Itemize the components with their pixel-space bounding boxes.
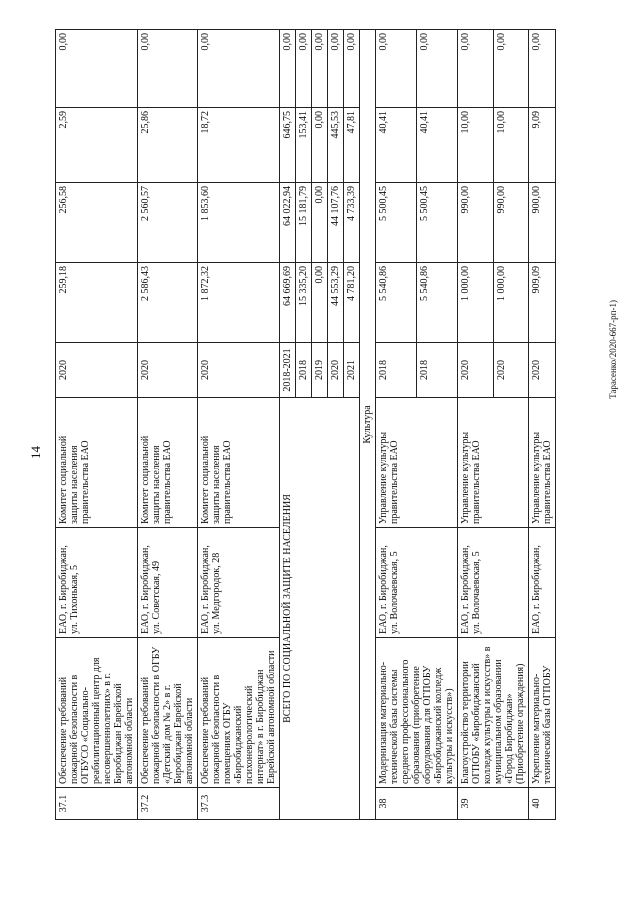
row-number: 39 <box>458 788 529 820</box>
other-sum: 0,00 <box>417 30 458 108</box>
year: 2018 <box>417 343 458 398</box>
page-number: 14 <box>28 446 43 459</box>
regional-sum: 10,00 <box>493 108 529 183</box>
year: 2020 <box>198 343 280 398</box>
row-number: 37.1 <box>56 788 138 820</box>
other-sum: 0,00 <box>458 30 494 108</box>
year: 2020 <box>138 343 198 398</box>
total-row <box>280 30 296 820</box>
federal-sum: 64 022,94 <box>280 183 296 263</box>
regional-sum: 40,41 <box>376 108 417 183</box>
other-sum: 0,00 <box>198 30 280 108</box>
total-sum: 0,00 <box>312 263 328 343</box>
budget-table <box>55 29 556 820</box>
year: 2018 <box>296 343 312 398</box>
year: 2020 <box>493 343 529 398</box>
federal-sum: 0,00 <box>312 183 328 263</box>
executor: Комитет социальной защиты населения правительства ЕАО <box>198 398 280 528</box>
year: 2020 <box>458 343 494 398</box>
year: 2019 <box>312 343 328 398</box>
section-title: Культура <box>360 30 376 820</box>
total-sum: 15 335,20 <box>296 263 312 343</box>
other-sum: 0,00 <box>138 30 198 108</box>
regional-sum: 25,86 <box>138 108 198 183</box>
other-sum: 0,00 <box>56 30 138 108</box>
address: ЕАО, г. Биробиджан, ул. Советская, 49 <box>138 528 198 638</box>
other-sum: 0,00 <box>328 30 344 108</box>
regional-sum: 0,00 <box>312 108 328 183</box>
regional-sum: 445,53 <box>328 108 344 183</box>
regional-sum: 2,59 <box>56 108 138 183</box>
executor: Комитет социальной защиты населения правительства ЕАО <box>56 398 138 528</box>
project-name: Укрепление материально-технической базы ОГПОБУ <box>529 638 556 788</box>
address: ЕАО, г. Биробиджан, ул. Медгородок, 28 <box>198 528 280 638</box>
project-name: Благоустройство территории ОГПОБУ «Биробиджанский колледж культуры и искусств» в муниципальном образовании «Город Биробиджан» (Приобретение ограждения) <box>458 638 529 788</box>
executor: Управление культуры правительства ЕАО <box>529 398 556 528</box>
total-label: ВСЕГО ПО СОЦИАЛЬНОЙ ЗАЩИТЕ НАСЕЛЕНИЯ <box>280 398 360 820</box>
total-sum: 909,09 <box>529 263 556 343</box>
total-sum: 64 669,69 <box>280 263 296 343</box>
total-sum: 44 553,29 <box>328 263 344 343</box>
regional-sum: 18,72 <box>198 108 280 183</box>
address: ЕАО, г. Биробиджан, ул. Тихонькая, 5 <box>56 528 138 638</box>
total-sum: 4 781,20 <box>344 263 360 343</box>
executor: Управление культуры правительства ЕАО <box>376 398 458 528</box>
executor: Комитет социальной защиты населения правительства ЕАО <box>138 398 198 528</box>
federal-sum: 5 500,45 <box>417 183 458 263</box>
total-sum: 1 000,00 <box>458 263 494 343</box>
other-sum: 0,00 <box>280 30 296 108</box>
total-sum: 259,18 <box>56 263 138 343</box>
federal-sum: 15 181,79 <box>296 183 312 263</box>
regional-sum: 10,00 <box>458 108 494 183</box>
total-sum: 2 586,43 <box>138 263 198 343</box>
federal-sum: 1 853,60 <box>198 183 280 263</box>
total-sum: 5 540,86 <box>376 263 417 343</box>
regional-sum: 47,81 <box>344 108 360 183</box>
address: ЕАО, г. Биробиджан, ул. Волочаевская, 5 <box>458 528 529 638</box>
table-row <box>529 30 556 820</box>
federal-sum: 5 500,45 <box>376 183 417 263</box>
table-row <box>56 30 138 820</box>
regional-sum: 646,75 <box>280 108 296 183</box>
table-row <box>458 30 494 820</box>
total-sum: 1 000,00 <box>493 263 529 343</box>
federal-sum: 2 560,57 <box>138 183 198 263</box>
federal-sum: 990,00 <box>493 183 529 263</box>
table-row <box>376 30 417 820</box>
table-row <box>138 30 198 820</box>
address: ЕАО, г. Биробиджан, ул. Волочаевская, 5 <box>376 528 458 638</box>
other-sum: 0,00 <box>529 30 556 108</box>
project-name: Обеспечение требований пожарной безопасности в помещениях ОГБУ «Биробиджанский психоневрологический интернат» в г. Биробиджан Еврейской автономной области <box>198 638 280 788</box>
federal-sum: 44 107,76 <box>328 183 344 263</box>
year: 2021 <box>344 343 360 398</box>
row-number: 37.3 <box>198 788 280 820</box>
year: 2020 <box>328 343 344 398</box>
footer-note: Тарасенко/2020-667-рп-1) <box>608 300 618 399</box>
executor: Управление культуры правительства ЕАО <box>458 398 529 528</box>
row-number: 40 <box>529 788 556 820</box>
other-sum: 0,00 <box>376 30 417 108</box>
table-row <box>198 30 280 820</box>
federal-sum: 256,58 <box>56 183 138 263</box>
federal-sum: 990,00 <box>458 183 494 263</box>
other-sum: 0,00 <box>296 30 312 108</box>
other-sum: 0,00 <box>344 30 360 108</box>
regional-sum: 40,41 <box>417 108 458 183</box>
project-name: Обеспечение требований пожарной безопасности в ОГБУ «Детский дом № 2» в г. Биробиджан Еврейской автономной области <box>138 638 198 788</box>
address: ЕАО, г. Биробиджан, <box>529 528 556 638</box>
other-sum: 0,00 <box>493 30 529 108</box>
row-number: 38 <box>376 788 458 820</box>
section-row <box>360 30 376 820</box>
project-name: Модернизация материально-технической базы системы среднего профессионального образования (приобретение оборудования для ОГПОБУ «Биробиджанский колледж культуры и искусств») <box>376 638 458 788</box>
year: 2018-2021 <box>280 343 296 398</box>
federal-sum: 900,00 <box>529 183 556 263</box>
total-sum: 1 872,32 <box>198 263 280 343</box>
other-sum: 0,00 <box>312 30 328 108</box>
regional-sum: 153,41 <box>296 108 312 183</box>
federal-sum: 4 733,39 <box>344 183 360 263</box>
project-name: Обеспечение требований пожарной безопасности в ОГБУСО «Социально-реабилитационный центр для несовершеннолетних» в г. Биробиджан Еврейской автономной области <box>56 638 138 788</box>
year: 2020 <box>56 343 138 398</box>
year: 2018 <box>376 343 417 398</box>
total-sum: 5 540,86 <box>417 263 458 343</box>
year: 2020 <box>529 343 556 398</box>
regional-sum: 9,09 <box>529 108 556 183</box>
row-number: 37.2 <box>138 788 198 820</box>
